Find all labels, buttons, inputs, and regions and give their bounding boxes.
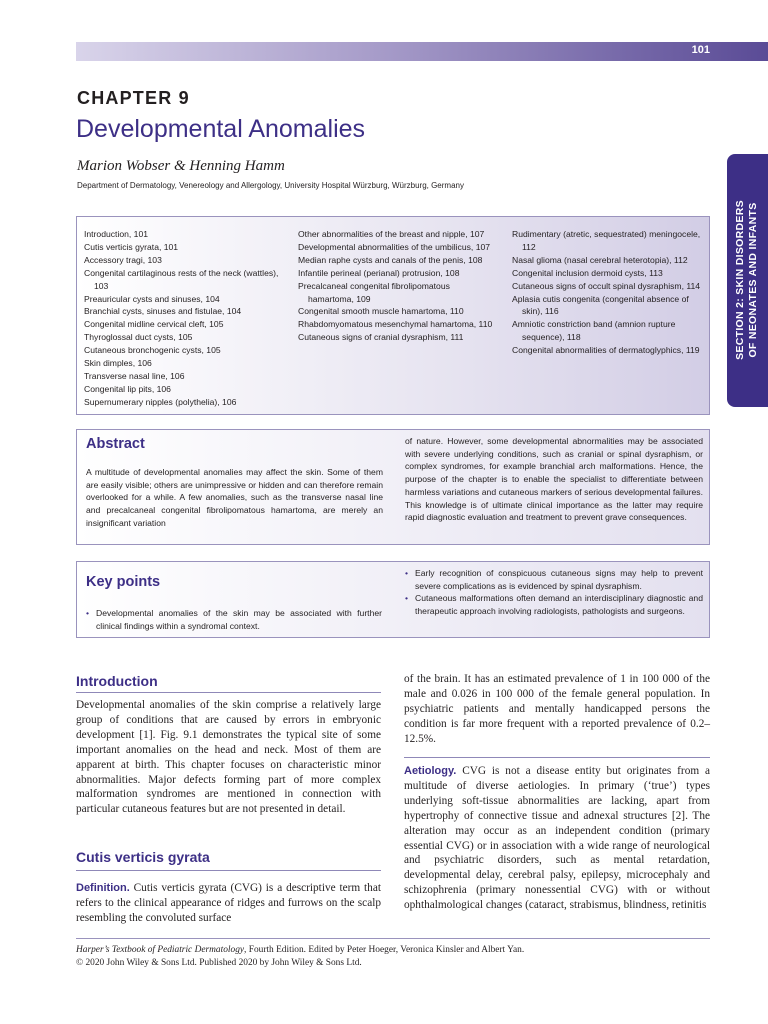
toc-entry[interactable]: Introduction, 101 <box>84 229 149 239</box>
footer-rule <box>76 938 710 939</box>
aetiology-paragraph <box>404 764 710 913</box>
key-points-box <box>76 561 710 638</box>
table-of-contents <box>76 216 710 415</box>
aetiology-text: CVG is not a disease entity but originates from a multitude of diverse aetiologies. In primary (‘true’) types underlying soft-tissue abnormalities are lacking, apart from hypertrophy of connective tissue and adnexal structures [2]. The alteration may occur as an independent condition (primary essential CVG) or in association with a wide range of neurological and psychiatric disorders, such as mental retardation, developmental delay, cerebral palsy, epilepsy, microcephaly and schizophrenia (primary nonessential CVG) with or without ophthalmological changes (cataract, strabismus, blindness, retinitis <box>404 765 710 912</box>
key-points-right <box>405 567 703 618</box>
toc-entry[interactable]: Congenital smooth muscle hamartoma, 110 <box>298 306 464 317</box>
aetiology-label: Aetiology. <box>404 765 457 777</box>
toc-entry[interactable]: Branchial cysts, sinuses and fistulae, 104 <box>84 306 242 317</box>
toc-entry[interactable]: Rudimentary (atretic, sequestrated) meningocele, 112 <box>512 229 701 252</box>
key-point-text: Developmental anomalies of the skin may be associated with further clinical findings within a syndromal context. <box>96 608 382 631</box>
definition-paragraph <box>76 881 381 926</box>
footer-book-title: Harper’s Textbook of Pediatric Dermatology <box>76 945 245 955</box>
bullet-icon: • <box>405 568 409 578</box>
toc-entry[interactable]: Cutis verticis gyrata, 101 <box>84 241 179 252</box>
bullet-icon: • <box>86 608 90 618</box>
toc-entry[interactable]: Developmental abnormalities of the umbilicus, 107 <box>298 241 491 252</box>
key-point-text: Cutaneous malformations often demand an interdisciplinary diagnostic and therapeutic approach involving radiologists, pathologists and surgeons. <box>415 593 703 617</box>
prevalence-paragraph: of the brain. It has an estimated prevalence of 1 in 100 000 of the male and 0.026 in 100 000 of the female general population. In psychiatric patients and mentally handicapped persons the condition is far more frequent with a reported prevalence of 0.2–12.5%. <box>404 673 710 745</box>
abstract-box <box>76 429 710 545</box>
chapter-title: Developmental Anomalies <box>76 115 366 143</box>
toc-entry[interactable]: Transverse nasal line, 106 <box>84 370 185 381</box>
toc-entry[interactable]: Supernumerary nipples (polythelia), 106 <box>84 396 237 407</box>
toc-column-1 <box>84 228 284 409</box>
definition-label: Definition. <box>76 882 130 894</box>
key-point-item <box>405 592 703 617</box>
toc-entry[interactable]: Rhabdomyomatous mesenchymal hamartoma, 110 <box>298 319 493 330</box>
toc-entry[interactable]: Cutaneous signs of cranial dysraphism, 111 <box>298 332 464 343</box>
cvg-heading: Cutis verticis gyrata <box>76 849 210 865</box>
cvg-heading-rule <box>76 870 381 871</box>
toc-entry[interactable]: Congenital cartilaginous rests of the neck (wattles), 103 <box>84 267 279 291</box>
toc-entry[interactable]: Aplasia cutis congenita (congenital absence of skin), 116 <box>512 293 689 317</box>
introduction-heading: Introduction <box>76 673 158 689</box>
toc-entry[interactable]: Congenital lip pits, 106 <box>84 383 171 394</box>
key-point-item <box>405 567 703 592</box>
section-side-tab <box>727 154 768 407</box>
bullet-icon: • <box>405 593 409 604</box>
footer-line-1-rest: , Fourth Edition. Edited by Peter Hoeger, Veronica Kinsler and Albert Yan. <box>244 945 525 955</box>
definition-text: Cutis verticis gyrata (CVG) is a descriptive term that refers to the clinical appearance of ridges and furrows on the scalp resembling the convoluted surface <box>76 882 381 924</box>
toc-entry[interactable]: Cutaneous signs of occult spinal dysraphism, 114 <box>512 280 701 291</box>
toc-entry[interactable]: Nasal glioma (nasal cerebral heterotopia), 112 <box>512 254 688 265</box>
footer-line-2: © 2020 John Wiley & Sons Ltd. Published 2020 by John Wiley & Sons Ltd. <box>76 958 362 968</box>
abstract-heading: Abstract <box>86 436 145 452</box>
toc-entry[interactable]: Other abnormalities of the breast and nipple, 107 <box>298 229 485 239</box>
toc-entry[interactable]: Congenital midline cervical cleft, 105 <box>84 319 224 330</box>
toc-entry[interactable]: Thyroglossal duct cysts, 105 <box>84 332 193 343</box>
page-number: 101 <box>691 44 710 56</box>
toc-entry[interactable]: Congenital abnormalities of dermatoglyphics, 119 <box>512 345 700 356</box>
side-tab-line-1: SECTION 2: SKIN DISORDERS <box>734 200 746 360</box>
intro-heading-rule <box>76 692 381 693</box>
toc-entry[interactable]: Amniotic constriction band (amnion rupture sequence), 118 <box>512 319 676 343</box>
key-points-left <box>86 607 382 632</box>
footer-line-1 <box>76 944 716 957</box>
aetiology-rule <box>404 757 710 758</box>
toc-entry[interactable]: Congenital inclusion dermoid cysts, 113 <box>512 267 663 278</box>
toc-entry[interactable]: Accessory tragi, 103 <box>84 254 162 265</box>
header-bar <box>76 42 768 61</box>
toc-entry[interactable]: Cutaneous bronchogenic cysts, 105 <box>84 345 221 356</box>
toc-entry[interactable]: Infantile perineal (perianal) protrusion, 108 <box>298 267 460 278</box>
section-side-tab-text <box>734 160 760 400</box>
key-point-text: Early recognition of conspicuous cutaneous signs may help to prevent severe complications as is evidenced by spinal dysraphism. <box>415 568 703 591</box>
abstract-text-left: A multitude of developmental anomalies may affect the skin. Some of them are easily visible; others are unimpressive or hidden and can therefore remain overlooked for a while. A few anomalies, such as the transverse nasal line and precalcaneal congenital fibrolipomatous hamartoma, are merely an insignificant variation <box>86 467 383 528</box>
toc-entry[interactable]: Skin dimples, 106 <box>84 358 152 369</box>
key-point-item <box>86 607 382 632</box>
toc-entry[interactable]: Preauricular cysts and sinuses, 104 <box>84 293 220 304</box>
toc-column-2 <box>298 228 498 344</box>
key-points-heading: Key points <box>86 574 161 590</box>
toc-entry[interactable]: Precalcaneal congenital fibrolipomatous hamartoma, 109 <box>298 280 450 304</box>
footer <box>76 944 716 970</box>
abstract-text-right: of nature. However, some developmental abnormalities may be associated with severe underlying conditions, such as cranial or spinal dysraphism, or complex syndromes, for example branchial arch malformations. Hence, the purpose of the chapter is to enable the specialist to differentiate between harmless variations and cutaneous markers of serious developmental failures. This knowledge is of ultimate clinical importance as the latter may require rapid diagnostic evaluation and treatment to prevent grave consequences. <box>405 436 703 523</box>
introduction-paragraph: Developmental anomalies of the skin comprise a relatively large group of conditions that are caused by errors in embryonic development [1]. Fig. 9.1 demonstrates the typical site of some important anomalies on the head and neck. Most of them are apparent at birth. This chapter focuses on characteristic minor abnormalities. Major defects forming part of more complex malformation syndromes are mentioned in connection with particular cutaneous features but are not presented in detail. <box>76 699 381 816</box>
toc-entry[interactable]: Median raphe cysts and canals of the penis, 108 <box>298 254 483 265</box>
affiliation: Department of Dermatology, Venereology and Allergology, University Hospital Würzburg, Würzburg, Germany <box>77 181 464 190</box>
chapter-label: CHAPTER 9 <box>77 88 190 108</box>
authors: Marion Wobser & Henning Hamm <box>77 158 285 174</box>
side-tab-line-2: OF NEONATES AND INFANTS <box>747 202 759 358</box>
toc-column-3 <box>512 228 707 357</box>
